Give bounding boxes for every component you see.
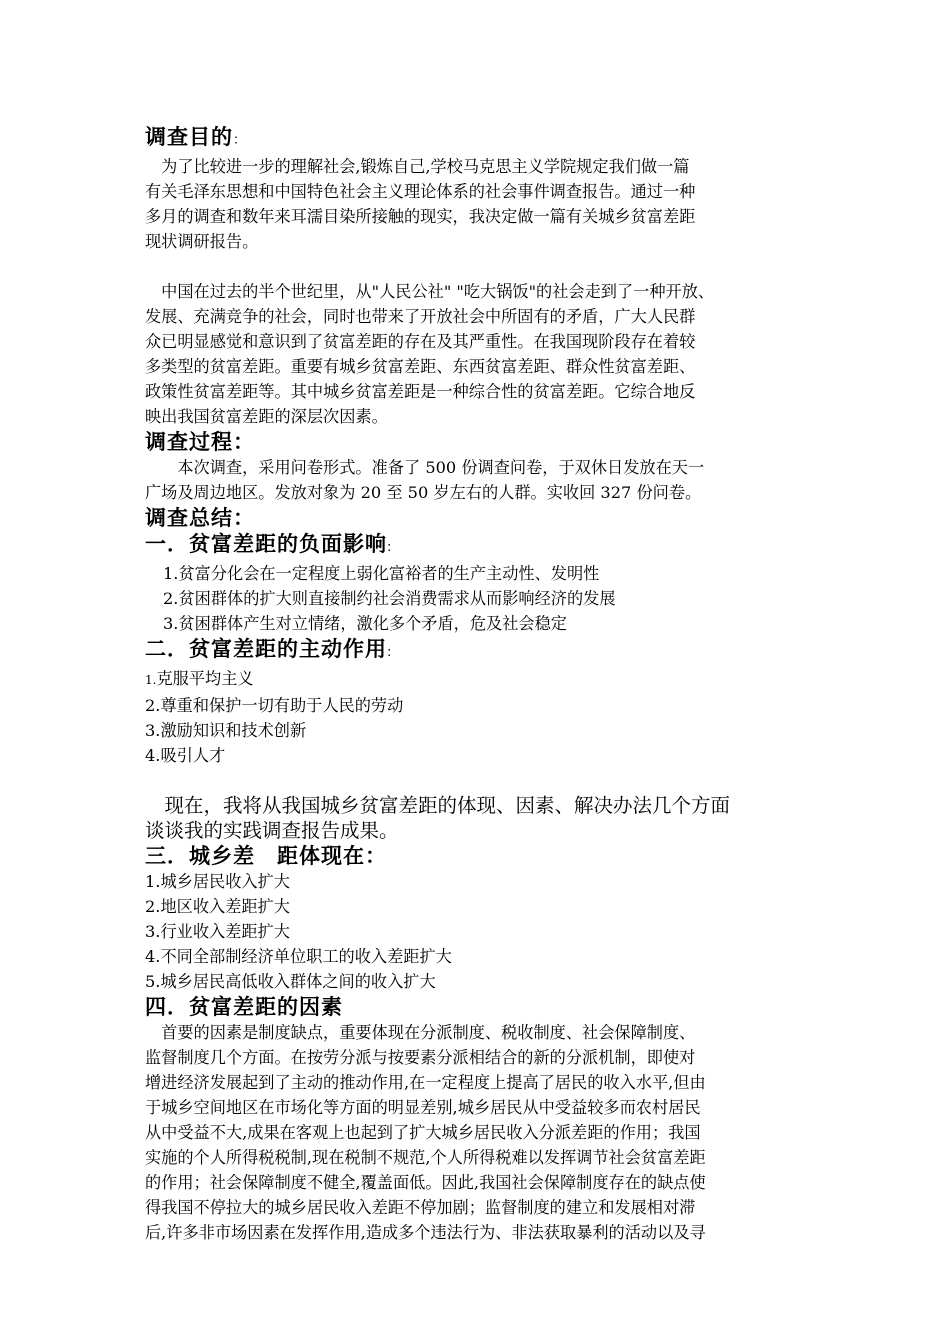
summary-heading: 调查总结： [145,506,255,530]
list-item: 3.激励知识和技术创新 [145,721,307,740]
list-item: 3.贫困群体产生对立情绪，激化多个矛盾，危及社会稳定 [163,614,567,633]
blank-line [145,254,815,279]
paragraph-line: 发展、充满竞争的社会，同时也带来了开放社会中所固有的矛盾，广大人民群 [145,307,696,326]
list-number: 1. [145,673,157,687]
list-item [145,666,815,693]
paragraph-line: 现在，我将从我国城乡贫富差距的体现、因素、解决办法几个方面 [145,794,731,817]
purpose-heading [145,124,815,154]
paragraph-line: 首要的因素是制度缺点，重要体现在分派制度、税收制度、社会保障制度、 [145,1023,696,1042]
paragraph-line: 的作用；社会保障制度不健全,覆盖面低。因此,我国社会保障制度存在的缺点使 [145,1173,706,1192]
gap-heading: 三．城乡差 距体现在： [145,844,387,868]
list-item: 4.吸引人才 [145,746,226,765]
paragraph-line: 为了比较进一步的理解社会,锻炼自己,学校马克思主义学院规定我们做一篇 [145,157,690,176]
blank-line [145,768,815,793]
paragraph-line: 后,许多非市场因素在发挥作用,造成多个违法行为、非法获取暴利的活动以及寻 [145,1223,706,1242]
process-paragraph [145,455,815,505]
paragraph-line: 本次调查，采用问卷形式。准备了 500 份调查问卷，于双休日发放在天一 [145,458,705,477]
paragraph-line: 监督制度几个方面。在按劳分派与按要素分派相结合的新的分派机制，即使对 [145,1048,696,1067]
document-body [145,124,815,1245]
list-item: 4.不同全部制经济单位职工的收入差距扩大 [145,947,452,966]
paragraph-line: 实施的个人所得税税制,现在税制不规范,个人所得税难以发挥调节社会贫富差距 [145,1148,706,1167]
factor-heading: 四．贫富差距的因素 [145,995,343,1019]
purpose-heading-colon: ： [233,133,248,148]
negative-heading [145,531,815,561]
negative-heading-colon: : [387,540,393,555]
paragraph-line: 谈谈我的实践调查报告成果。 [145,819,399,842]
paragraph-line: 有关毛泽东思想和中国特色社会主义理论体系的社会事件调查报告。通过一种 [145,182,696,201]
gap-list [145,869,815,994]
positive-heading-colon: : [387,645,393,660]
list-item: 5.城乡居民高低收入群体之间的收入扩大 [145,972,436,991]
paragraph-line: 多月的调查和数年来耳濡目染所接触的现实，我决定做一篇有关城乡贫富差距 [145,207,696,226]
intro-paragraph [145,279,815,429]
purpose-paragraph [145,154,815,254]
list-item: 3.行业收入差距扩大 [145,922,290,941]
negative-heading-text: 一．贫富差距的负面影响 [145,532,387,556]
negative-list [145,561,815,636]
paragraph-line: 政策性贫富差距等。其中城乡贫富差距是一种综合性的贫富差距。它综合地反 [145,382,696,401]
positive-heading-text: 二．贫富差距的主动作用 [145,637,387,661]
transition-paragraph [145,793,815,843]
list-item: 2.贫困群体的扩大则直接制约社会消费需求从而影响经济的发展 [163,589,616,608]
paragraph-line: 多类型的贫富差距。重要有城乡贫富差距、东西贫富差距、群众性贫富差距、 [145,357,696,376]
process-heading: 调查过程： [145,430,255,454]
list-item: 1.城乡居民收入扩大 [145,872,290,891]
list-text: 克服平均主义 [156,669,254,688]
paragraph-line: 从中受益不大,成果在客观上也起到了扩大城乡居民收入分派差距的作用；我国 [145,1123,701,1142]
paragraph-line: 众已明显感觉和意识到了贫富差距的存在及其严重性。在我国现阶段存在着较 [145,332,696,351]
list-item: 2.尊重和保护一切有助于人民的劳动 [145,696,404,715]
list-item: 2.地区收入差距扩大 [145,897,290,916]
factor-paragraph [145,1020,815,1245]
paragraph-line: 中国在过去的半个世纪里，从"人民公社" "吃大锅饭"的社会走到了一种开放、 [145,282,715,301]
purpose-heading-text: 调查目的 [145,125,233,149]
paragraph-line: 现状调研报告。 [145,232,259,251]
paragraph-line: 映出我国贫富差距的深层次因素。 [145,407,388,426]
paragraph-line: 广场及周边地区。发放对象为 20 至 50 岁左右的人群。实收回 327 份问卷。 [145,483,702,502]
paragraph-line: 增进经济发展起到了主动的推动作用,在一定程度上提高了居民的收入水平,但由 [145,1073,706,1092]
list-item: 1.贫富分化会在一定程度上弱化富裕者的生产主动性、发明性 [163,564,600,583]
paragraph-line: 得我国不停拉大的城乡居民收入差距不停加剧；监督制度的建立和发展相对滞 [145,1198,696,1217]
paragraph-line: 于城乡空间地区在市场化等方面的明显差别,城乡居民从中受益较多而农村居民 [145,1098,701,1117]
positive-heading [145,636,815,666]
positive-list [145,666,815,768]
